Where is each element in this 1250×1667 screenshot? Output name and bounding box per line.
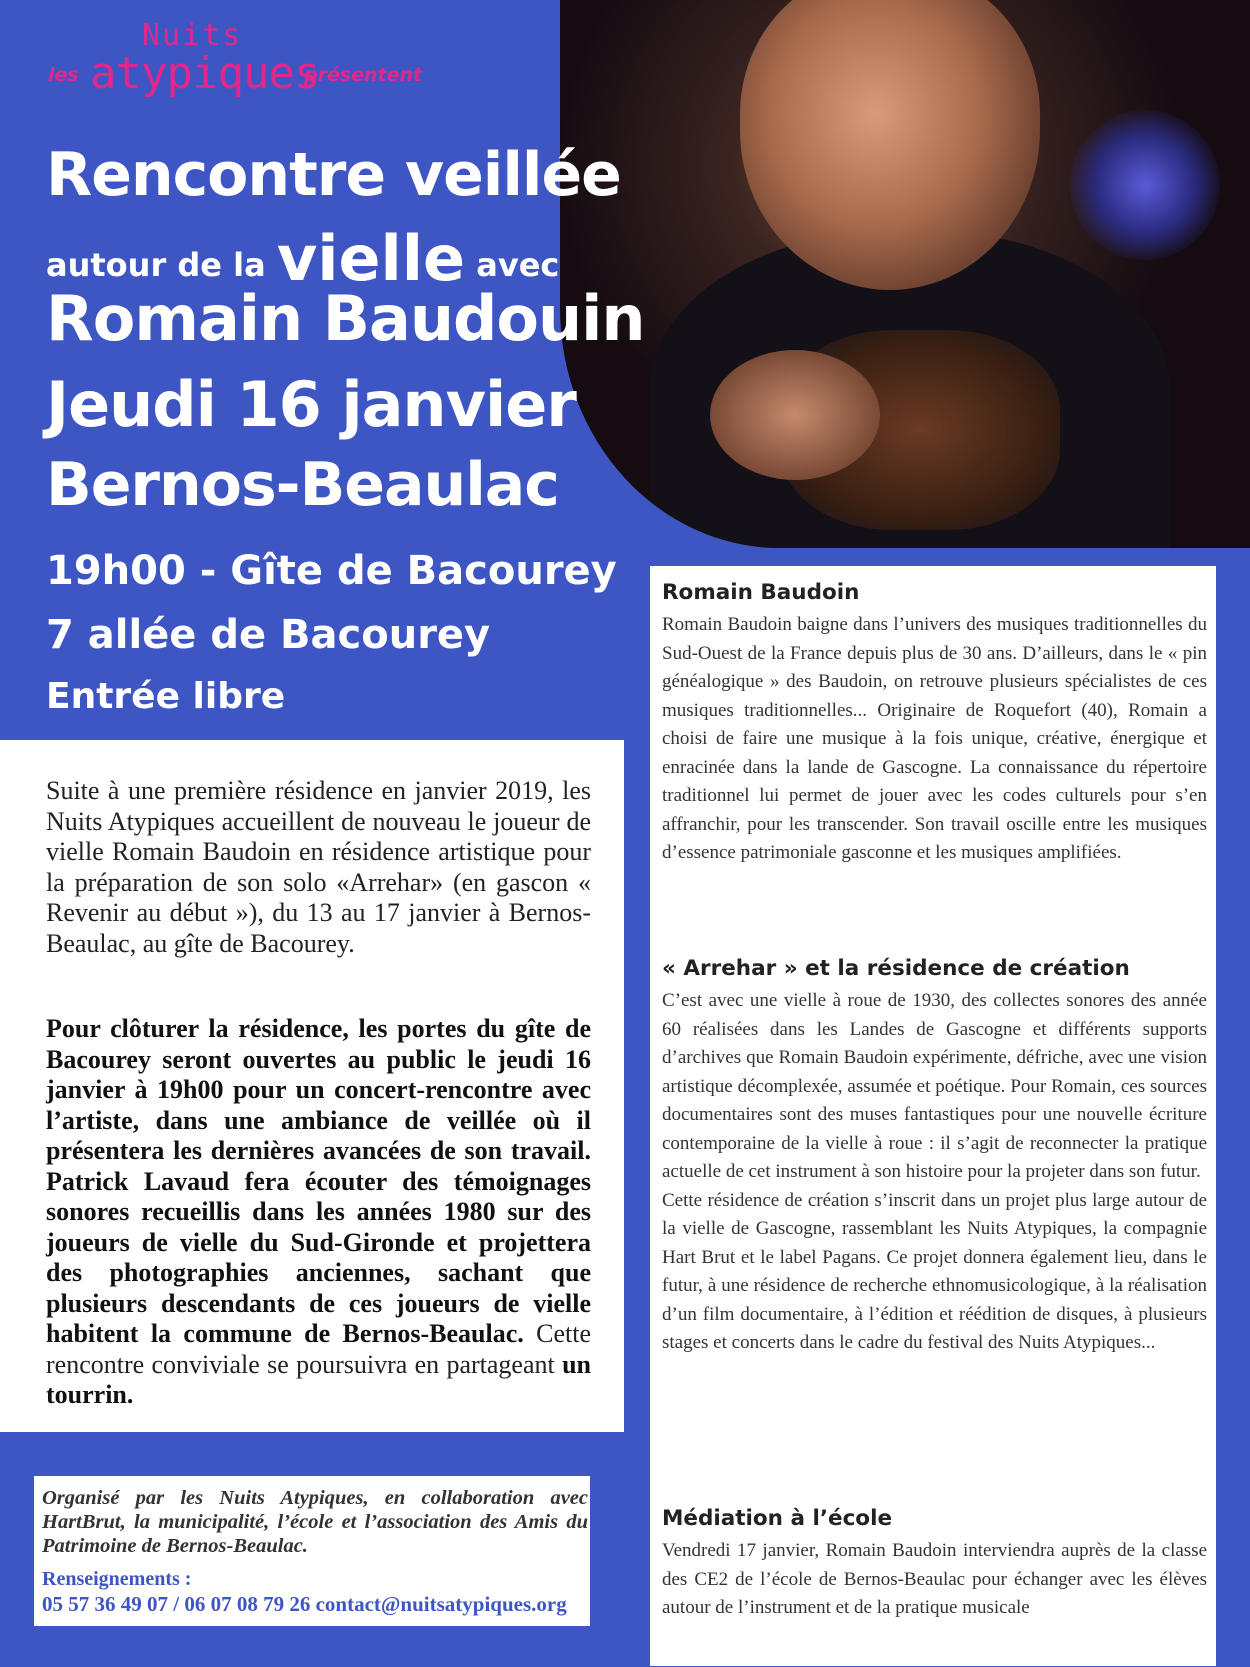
mediation-heading: Médiation à l’école [662, 1506, 893, 1531]
event-time-place: 19h00 - Gîte de Bacourey [46, 548, 617, 594]
event-date: Jeudi 16 janvier [46, 368, 576, 441]
logo-presentent: présentent [304, 64, 423, 86]
closing-tourrin: un tourrin. [46, 1349, 591, 1409]
stage-light [1070, 110, 1220, 260]
residence-heading [662, 956, 1130, 981]
event-entry: Entrée libre [46, 676, 286, 717]
renseignements-label: Renseignements : [42, 1568, 192, 1590]
event-town: Bernos-Beaulac [46, 450, 559, 520]
residence-heading-rest: et la résidence de création [797, 956, 1130, 981]
bio-heading: Romain Baudoin [662, 580, 860, 605]
event-title: Rencontre veillée [46, 140, 621, 210]
artist-name: Romain Baudouin [46, 282, 645, 355]
closing-bold: Pour clôturer la résidence, les portes du gîte de Bacourey seront ouvertes au public le jeudi 16 janvier à 19h00 pour un concert-rencontre avec l’artiste, dans une ambiance de veillée où il présentera les dernières avancées de son travail. Patrick Lavaud fera écouter des témoignages sonores recueillis dans les années 1980 sur des joueurs de vielle du Sud-Gironde et projettera des photographies anciennes, sachant que plusieurs descendants de ces joueurs de vielle habitent la commune de Bernos-Beaulac. [46, 1014, 591, 1348]
residence-heading-arrehar: « Arrehar » [662, 956, 798, 981]
contact-info: 05 57 36 49 07 / 06 07 08 79 26 contact@nuitsatypiques.org [42, 1592, 567, 1616]
logo-nuits: Nuits [142, 18, 243, 53]
subtitle-pre: autour de la [46, 246, 277, 284]
intro-paragraph: Suite à une première résidence en janvier 2019, les Nuits Atypiques accueillent de nouveau le joueur de vielle Romain Baudoin en résidence artistique pour la préparation de son solo «Arrehar» (en gascon « Revenir au début »), du 13 au 17 janvier à Bernos-Beaulac, au gîte de Bacourey. [46, 776, 591, 958]
logo-atypiques: atypiques [90, 48, 320, 99]
residence-text [662, 987, 1207, 1358]
residence-paragraph-1: C’est avec une vielle à roue de 1930, des collectes sonores des année 60 réalisées dans les Landes de Gascogne et différents supports d’archives que Romain Baudoin expérimente, défriche, avec une vision artistique décomplexée, assumée et poétique. Pour Romain, ces sources documentaires sont des muses fantastiques pour une nouvelle écriture contemporaine de la vielle à roue : il s’agit de reconnecter la pratique actuelle de cet instrument à son histoire pour la projeter dans son futur. [662, 990, 1207, 1182]
musician-hand [710, 350, 880, 480]
event-address: 7 allée de Bacourey [46, 612, 491, 658]
bio-paragraph: Romain Baudoin baigne dans l’univers des musiques traditionnelles du Sud-Ouest de la France depuis plus de 30 ans. D’ailleurs, dans le « pin généalogique » des Baudoin, on retrouve plusieurs spécialistes de ces musiques traditionnelles... Originaire de Roquefort (40), Romain a choisi de faire une musique à la fois unique, créative, énergique et enracinée dans la lande de Gascogne. La connaissance du répertoire traditionnel lui permet de jouer avec les codes culturels pour s’en affranchir, pour les transcender. Son travail oscille entre les musiques d’essence patrimoniale gasconne et les musiques amplifiées. [662, 614, 1207, 863]
closing-paragraph [46, 1014, 591, 1411]
subtitle-post: avec [465, 246, 560, 284]
musician-photo [560, 0, 1250, 548]
organizer-text: Organisé par les Nuits Atypiques, en collaboration avec HartBrut, la municipalité, l’école et l’association des Amis du Patrimoine de Bernos-Beaulac. [42, 1487, 588, 1557]
mediation-paragraph: Vendredi 17 janvier, Romain Baudoin interviendra auprès de la classe des CE2 de l’école de Bernos-Beaulac pour échanger avec les élèves autour de l’instrument et de la pratique musicale [662, 1540, 1207, 1618]
nuits-atypiques-logo [48, 18, 448, 118]
logo-les: les [48, 64, 79, 86]
subtitle-vielle: vielle [276, 222, 466, 295]
residence-paragraph-2: Cette résidence de création s’inscrit dans un projet plus large autour de la vielle de Gascogne, rassemblant les Nuits Atypiques, la compagnie Hart Brut et le label Pagans. Ce projet donnera également lieu, dans le futur, à une résidence de recherche ethnomusicologique, à la réalisation d’un film documentaire, à l’édition et réédition de disques, à plusieurs stages et concerts dans le cadre du festival des Nuits Atypiques... [662, 1189, 1207, 1353]
closing-normal: Cette rencontre conviviale se poursuivra en partageant [46, 1319, 592, 1379]
